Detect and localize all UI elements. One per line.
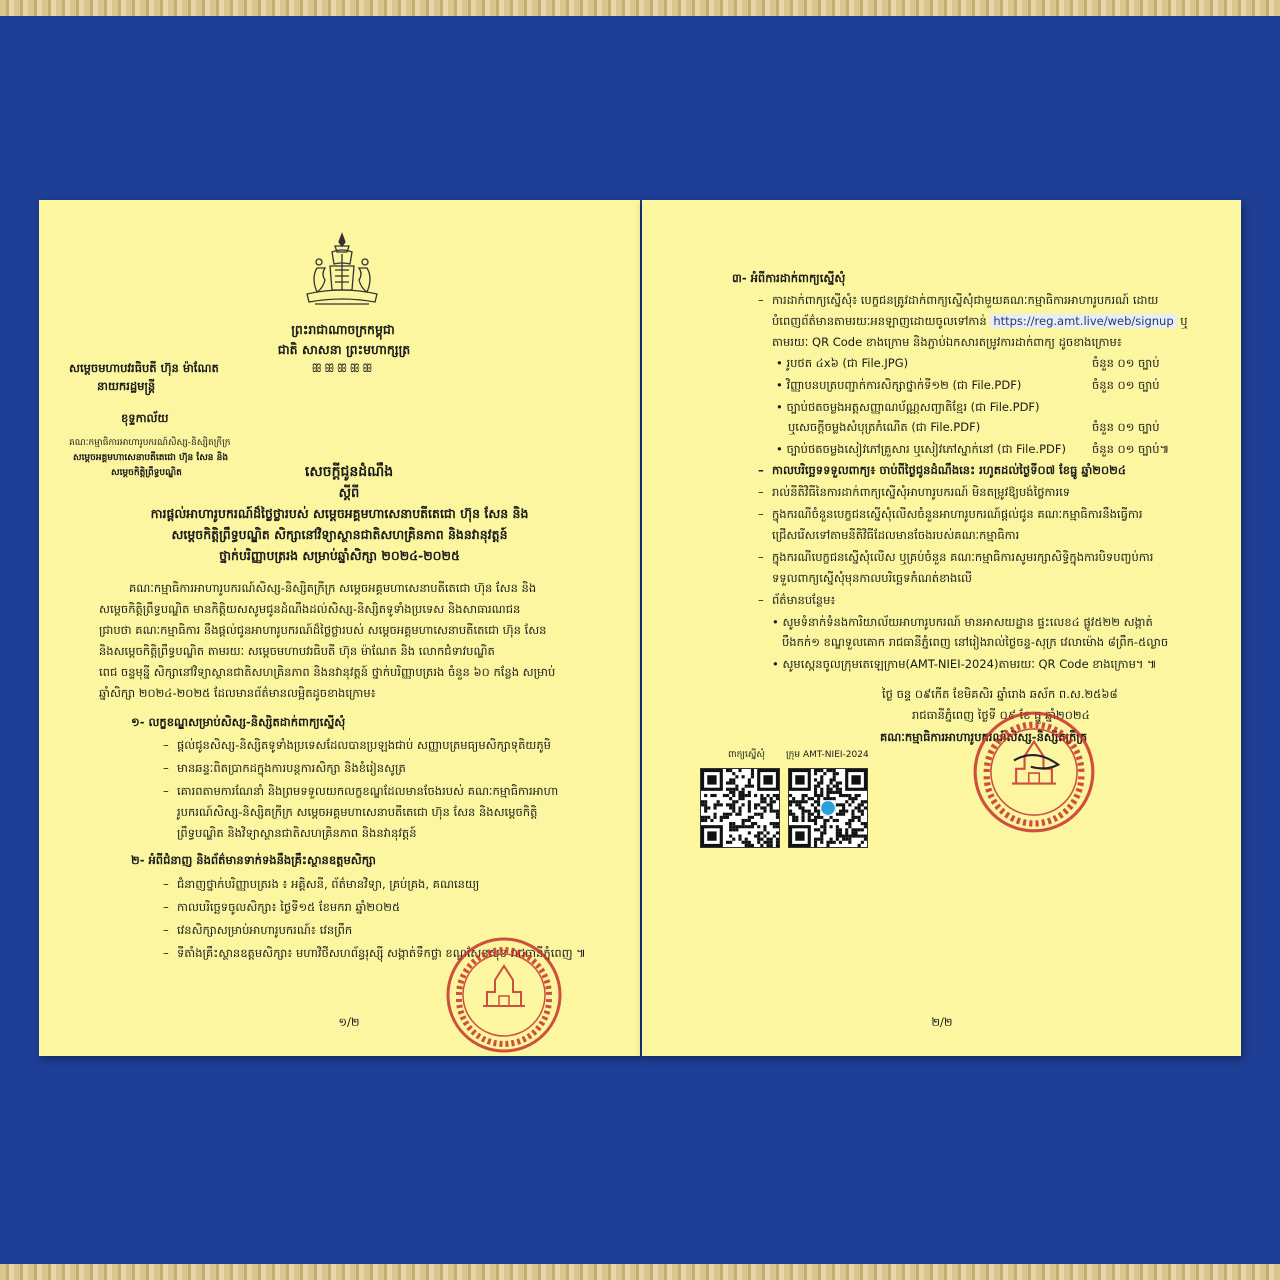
document-title-line-2: សម្តេចកិត្តិព្រឹទ្ធបណ្ឌិត សិក្សានៅវិទ្យាស្ថានជាតិសហគ្រិនភាព និងនវានុវត្តន៍ [171,527,508,542]
application-qr-code[interactable] [700,768,780,848]
page-number: ២/២ [931,1015,953,1029]
committee-line-1: គណៈកម្មាធិការអាហារូបករណ៍សិស្ស-និស្សិតក្រីក្រ [69,438,231,448]
document-page-1 [39,200,640,1056]
intro-line: និងសម្តេចកិត្តិព្រឹទ្ធបណ្ឌិត តាមរយៈ សម្តេចមហាបវរធិបតី ហ៊ុន ម៉ាណែត និង លោកជំទាវបណ្ឌិត [99,644,495,658]
telegram-qr-code[interactable] [788,768,868,848]
list-item-continuation: ទទួលពាក្យស្នើសុំមុនកាលបរិច្ឆេទកំណត់ខាងលើ [772,571,972,585]
qr-application-label: ពាក្យស្នើសុំ [728,750,765,760]
list-item: – ជំនាញថ្នាក់បរិញ្ញាបត្ររង ៖ អគ្គិសនី, ព័ត៌មានវិទ្យា, គ្រប់គ្រង, គណនេយ្យ [163,877,480,891]
decorative-bottom-border [0,1264,1280,1280]
royal-emblem-icon [297,232,387,310]
document-count: ចំនួន ០១ ច្បាប់ [1092,356,1160,370]
deadline: – កាលបរិច្ឆេទទទួលពាក្យ៖ ចាប់ពីថ្ងៃជូនដំណឹងនេះ រហូតដល់ថ្ងៃទី០៧ ខែធ្នូ ឆ្នាំ២០២៤ [758,463,1126,477]
list-item: – កាលបរិច្ឆេទចូលសិក្សា៖ ថ្ងៃទី១៥ ខែមករា ឆ្នាំ២០២៥ [163,900,401,914]
decorative-top-border [0,0,1280,16]
sender-name: សម្តេចមហាបវរធិបតី ហ៊ុន ម៉ាណែត [69,361,219,375]
list-item: – រាល់នីតិវិធីនៃការដាក់ពាក្យស្នើសុំអាហារូបករណ៍ មិនតម្រូវឱ្យបង់ថ្លៃការទេ [758,485,1071,499]
document-count: ចំនួន ០១ ច្បាប់ [1092,378,1160,392]
document-requirement: • រូបថត ៤x៦ (ជា File.JPG) [776,356,909,370]
document-about: ស្តីពី [338,486,360,501]
list-item-continuation: ជ្រើសរើសទៅតាមនីតិវិធីដែលមានចែងរបស់គណៈកម្មាធិការ [772,528,1020,542]
intro-line: សម្តេចកិត្តិព្រឹទ្ធបណ្ឌិត មានកិត្តិយសសូមជូនដំណឹងដល់សិស្ស-និស្សិតទូទាំងប្រទេស និងសាធារណជន [99,602,521,616]
ornament-divider: ꕥꕥꕥꕥꕥ [311,361,375,375]
section-1-title: ១- លក្ខខណ្ឌសម្រាប់សិស្ស-និស្សិតដាក់ពាក្យស្នើសុំ [131,715,346,729]
list-item: – មានឆន្ទៈពិតប្រាកដក្នុងការបន្តការសិក្សា និងខំរៀនសូត្រ [163,761,406,775]
telegram-info: • សូមស្កេនចូលក្រុមតេឡេក្រាម(AMT-NIEI-2024)តាមរយៈ QR Code ខាងក្រោម។ ៕ [772,657,1157,671]
list-item: – វេនសិក្សាសម្រាប់អាហារូបករណ៍៖ វេនព្រឹក [163,923,353,937]
page-number: ១/២ [338,1015,360,1029]
document-type: សេចក្តីជូនដំណឹង [304,464,394,480]
list-item: – គោរពតាមការណែនាំ និងព្រមទទួលយកលក្ខខណ្ឌដែលមានចែងរបស់ គណៈកម្មាធិការអាហា [163,784,559,798]
committee-line-3: សម្តេចកិត្តិព្រឹទ្ធបណ្ឌិត [111,468,182,478]
signatory: គណៈកម្មាធិការអាហារូបករណ៍សិស្ស-និស្សិតក្រីក្រ [880,730,1088,744]
list-item-continuation: រូបករណ៍សិស្ស-និស្សិតក្រីក្រ សម្តេចអគ្គមហាសេនាបតីតេជោ ហ៊ុន សែន និងសម្តេចកិត្តិ [177,805,538,819]
signup-link[interactable]: https://reg.amt.live/web/signup [990,314,1176,328]
document-requirement: • វិញ្ញាបនបត្របញ្ជាក់ការសិក្សាថ្នាក់ទី១២ (ជា File.PDF) [776,378,1022,392]
contact-info: • សូមទំនាក់ទំនងការិយាល័យអាហារូបករណ៍ មានអាសយដ្ឋាន ផ្ទះលេខ៤ ផ្លូវ៥២២ សង្កាត់ [772,615,1153,629]
intro-line: ពេជ ចន្ទមុន្នី សិក្សានៅវិទ្យាស្ថានជាតិសហគ្រិនភាព និងនវានុវត្តន៍ ថ្នាក់បរិញ្ញាបត្ររង ចំនួន ៦០ កន្លែង សម្រាប់ [99,665,556,679]
solar-date: រាជធានីភ្នំពេញ ថ្ងៃទី ០៩ ខែ ធ្នូ ឆ្នាំ២០២៤ [912,708,1090,722]
intro-line: ជ្រាបថា គណៈកម្មាធិការ នឹងផ្តល់ជូនអាហារូបករណ៍ដ៏ថ្លៃថ្លារបស់ សម្តេចអគ្គមហាសេនាបតីតេជោ ហ៊ុន សែន [99,623,547,637]
list-item: – ការដាក់ពាក្យស្នើសុំ៖ បេក្ខជនត្រូវដាក់ពាក្យស្នើសុំជាមួយគណៈកម្មាធិការអាហារូបករណ៍ ដោយ [758,293,1159,307]
national-motto: ជាតិ សាសនា ព្រះមហាក្សត្រ [277,342,411,357]
list-item-continuation: បំពេញព័ត៌មានតាមរយៈអនឡាញដោយចូលទៅកាន់ https://reg.amt.live/web/signup ឬ [772,314,1188,328]
intro-line: ឆ្នាំសិក្សា ២០២៤-២០២៥ ដែលមានព័ត៌មានលម្អិតដូចខាងក្រោម៖ [99,686,376,700]
section-2-title: ២- អំពីជំនាញ និងព័ត៌មានទាក់ទងនឹងគ្រឹះស្ថានឧត្តមសិក្សា [131,853,376,867]
intro-line: គណៈកម្មាធិការអាហារូបករណ៍សិស្ស-និស្សិតក្រីក្រ សម្តេចអគ្គមហាសេនាបតីតេជោ ហ៊ុន សែន និង [129,581,537,595]
document-requirement: • ច្បាប់ថតចម្លងសៀវភៅគ្រួសារ ឬសៀវភៅស្នាក់នៅ (ជា File.PDF) [776,442,1066,456]
lunar-date: ថ្ងៃ ចន្ទ ០៩កើត ខែមិគសិរ ឆ្នាំរោង ឆស័ក ព.ស.២៥៦៨ [882,687,1118,701]
office-name: ខុទ្ទកាល័យ [121,411,169,425]
qr-telegram-label: ក្រុម AMT-NIEI-2024 [786,750,869,760]
list-item: – ព័ត៌មានបន្ថែម៖ [758,593,836,607]
list-item: – ក្នុងករណីចំនួនបេក្ខជនស្នើសុំលើសចំនួនអាហារូបករណ៍ផ្តល់ជូន គណៈកម្មាធិការនឹងធ្វើការ [758,507,1143,521]
sender-title: នាយករដ្ឋមន្ត្រី [97,379,156,393]
document-count: ចំនួន ០១ ច្បាប់៕ [1092,442,1170,456]
document-requirement-continuation: ឬសេចក្តីចម្លងសំបុត្រកំណើត (ជា File.PDF) [788,420,981,434]
official-seal-icon [445,936,563,1054]
document-requirement: • ច្បាប់ថតចម្លងអត្តសញ្ញាណប័ណ្ណសញ្ជាតិខ្មែរ (ជា File.PDF) [776,400,1040,414]
document-title-line-1: ការផ្តល់អាហារូបករណ៍ដ៏ថ្លៃថ្លារបស់ សម្តេចអគ្គមហាសេនាបតីតេជោ ហ៊ុន សែន និង [150,506,529,521]
list-item: – ផ្តល់ជូនសិស្ស-និស្សិតទូទាំងប្រទេសដែលបានប្រឡងជាប់ សញ្ញាបត្រមធ្យមសិក្សាទុតិយភូមិ [163,738,551,752]
list-item: – ក្នុងករណីបេក្ខជនស្នើសុំលើស ឬគ្រប់ចំនួន គណៈកម្មាធិការសូមរក្សាសិទ្ធិក្នុងការបិទបញ្ចប់ការ [758,550,1154,564]
list-item-continuation: តាមរយៈ QR Code ខាងក្រោម និងភ្ជាប់ឯកសារតម្រូវការដាក់ពាក្យ ដូចខាងក្រោម៖ [772,335,1122,349]
document-count: ចំនួន ០១ ច្បាប់ [1092,420,1160,434]
kingdom-title: ព្រះរាជាណាចក្រកម្ពុជា [291,322,395,337]
document-page-2 [642,200,1241,1056]
list-item-continuation: ព្រឹទ្ធបណ្ឌិត និងវិទ្យាស្ថានជាតិសហគ្រិនភាព និងនវានុវត្តន៍ [177,826,417,840]
document-title-line-3: ថ្នាក់បរិញ្ញាបត្ររង សម្រាប់ឆ្នាំសិក្សា ២០២៤-២០២៥ [219,548,460,563]
contact-info-continuation: បឹងកក់១ ខណ្ឌទួលគោក រាជធានីភ្នំពេញ នៅរៀងរាល់ថ្ងៃចន្ទ-សុក្រ វេលាម៉ោង ៨ព្រឹក-៥ល្ងាច [782,635,1169,649]
list-item: – ទីតាំងគ្រឹះស្ថានឧត្តមសិក្សា៖ មហាវិថីសហព័ន្ធរុស្ស៊ី សង្កាត់ទឹកថ្លា ខណ្ឌសែនសុខ រាជធានីភ្នំពេញ ៕ [163,946,586,960]
committee-line-2: សម្តេចអគ្គមហាសេនាបតីតេជោ ហ៊ុន សែន និង [73,453,229,463]
section-3-title: ៣- អំពីការដាក់ពាក្យស្នើសុំ [732,271,846,285]
official-seal-icon [972,710,1096,834]
